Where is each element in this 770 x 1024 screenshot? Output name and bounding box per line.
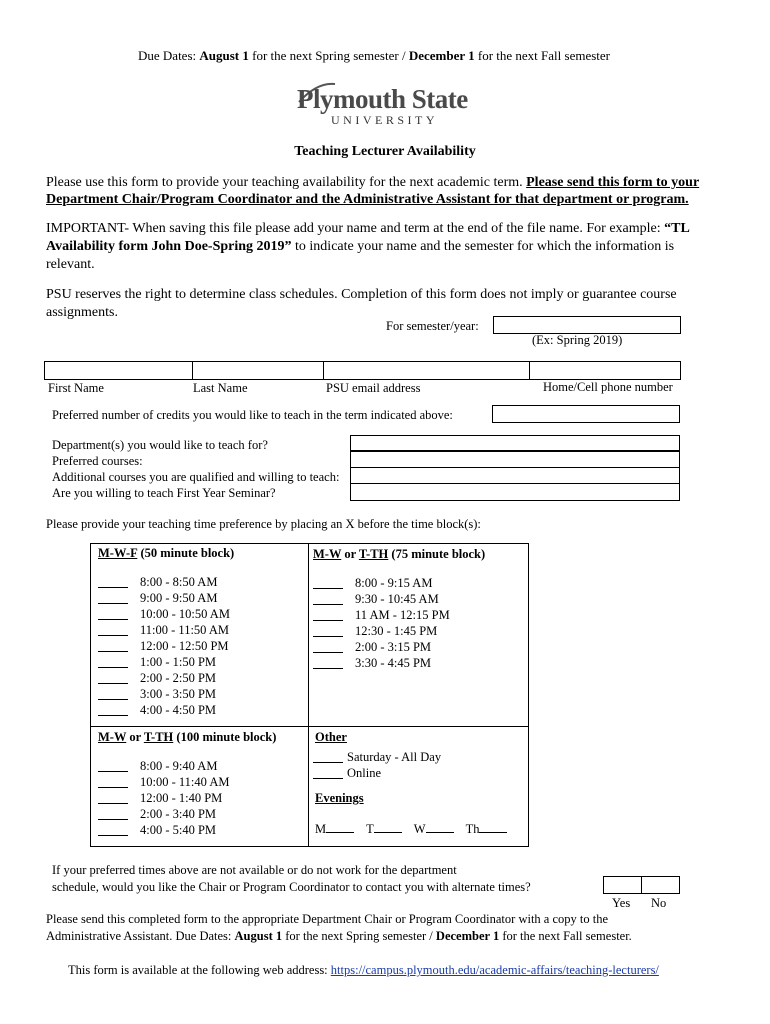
due-suffix: for the next Fall semester xyxy=(474,48,611,63)
evening-w: W xyxy=(413,822,426,836)
other-slots: Saturday - All Day Online xyxy=(313,749,513,789)
question-preferred-courses: Preferred courses: xyxy=(52,454,143,468)
additional-courses-input[interactable] xyxy=(350,467,680,484)
other-title: Other xyxy=(315,730,347,744)
credits-input[interactable] xyxy=(492,405,680,423)
web-address-line: This form is available at the following web address: https://campus.plymouth.edu/academic-affairs/teaching-lecturers/ xyxy=(68,963,659,977)
evenings-title: Evenings xyxy=(315,791,364,805)
question-fys: Are you willing to teach First Year Seminar? xyxy=(52,486,276,500)
logo-wordmark: Plymouth State xyxy=(297,84,468,114)
phone-label: Home/Cell phone number xyxy=(543,380,673,394)
semester-input[interactable] xyxy=(493,316,681,334)
evening-w-blank[interactable] xyxy=(426,821,454,833)
logo-university: UNIVERSITY xyxy=(331,113,438,127)
alt-no-box[interactable] xyxy=(642,877,679,893)
intro-paragraph-1: Please use this form to provide your teaching availability for the next academic term. Please send this form to your Department Chair/Program Coordinator and the Administrative Assistant for that department or program. xyxy=(46,175,700,207)
semester-example: (Ex: Spring 2019) xyxy=(532,333,623,347)
no-label: No xyxy=(651,896,667,910)
mw100-title: M-W or T-TH (100 minute block) xyxy=(98,730,277,744)
due-dec: December 1 xyxy=(408,48,475,63)
preferred-courses-input[interactable] xyxy=(350,451,680,468)
question-additional-courses: Additional courses you are qualified and willing to teach: xyxy=(52,470,340,484)
last-name-input[interactable] xyxy=(193,362,322,379)
evenings-days xyxy=(315,821,507,837)
mw75-title: M-W or T-TH (75 minute block) xyxy=(313,547,486,561)
mwf-slots: 8:00 - 8:50 AM 9:00 - 9:50 AM 10:00 - 10:50 AM 11:00 - 11:50 AM 12:00 - 12:50 PM 1:00 - 1:50 PM 2:00 - 2:50 PM 3:00 - 3:50 PM 4:00 - 4:50 PM xyxy=(98,574,298,724)
phone-input[interactable] xyxy=(530,362,680,379)
semester-label: For semester/year: xyxy=(386,319,479,333)
due-prefix: Due Dates: xyxy=(138,48,200,63)
alt-yes-box[interactable] xyxy=(604,877,640,893)
send-instructions: Please send this completed form to the appropriate Department Chair or Program Coordinator with a copy to the Administrative Assistant. Due Dates: August 1 for the next Spring semester / December 1 for the next Fall semester. xyxy=(46,912,632,943)
web-url-link[interactable]: https://campus.plymouth.edu/academic-affairs/teaching-lecturers/ xyxy=(330,963,659,977)
question-departments: Department(s) you would like to teach for? xyxy=(52,438,268,452)
evening-th: Th xyxy=(465,822,480,836)
evening-m: M xyxy=(315,822,327,836)
intro-paragraph-2: IMPORTANT- When saving this file please add your name and term at the end of the file name. For example: “TL Availability form John Doe-Spring 2019” to indicate your name and the semester for which the information is relevant. xyxy=(46,221,690,272)
mw100-slots: 8:00 - 9:40 AM 10:00 - 11:40 AM 12:00 - 1:40 PM 2:00 - 3:40 PM 4:00 - 5:40 PM xyxy=(98,758,298,848)
email-label: PSU email address xyxy=(326,381,421,395)
evening-th-blank[interactable] xyxy=(479,821,507,833)
credits-label: Preferred number of credits you would like to teach in the term indicated above: xyxy=(52,408,453,422)
intro-paragraph-3: PSU reserves the right to determine class schedules. Completion of this form does not imply or guarantee course assignments. xyxy=(46,287,677,320)
due-dates-header xyxy=(138,48,610,64)
evening-t-blank[interactable] xyxy=(374,821,402,833)
alternate-times-question: If your preferred times above are not available or do not work for the department schedule, would you like the Chair or Program Coordinator to contact you with alternate times? xyxy=(52,863,531,894)
yes-label: Yes xyxy=(612,896,631,910)
last-name-label: Last Name xyxy=(193,381,248,395)
questions-list xyxy=(52,437,339,501)
evening-t: T xyxy=(366,822,374,836)
first-name-input[interactable] xyxy=(45,362,191,379)
mwf-title: M-W-F (50 minute block) xyxy=(98,546,235,560)
fys-input[interactable] xyxy=(350,483,680,501)
evening-m-blank[interactable] xyxy=(326,821,354,833)
form-title: Teaching Lecturer Availability xyxy=(294,144,476,159)
departments-input[interactable] xyxy=(350,435,680,451)
due-mid: for the next Spring semester / xyxy=(248,48,409,63)
email-input[interactable] xyxy=(324,362,528,379)
due-aug: August 1 xyxy=(199,48,249,63)
first-name-label: First Name xyxy=(48,381,104,395)
time-preference-label: Please provide your teaching time preference by placing an X before the time block(s): xyxy=(46,517,481,531)
mw75-slots: 8:00 - 9:15 AM 9:30 - 10:45 AM 11 AM - 12:15 PM 12:30 - 1:45 PM 2:00 - 3:15 PM 3:30 - 4:45 PM xyxy=(313,575,513,675)
